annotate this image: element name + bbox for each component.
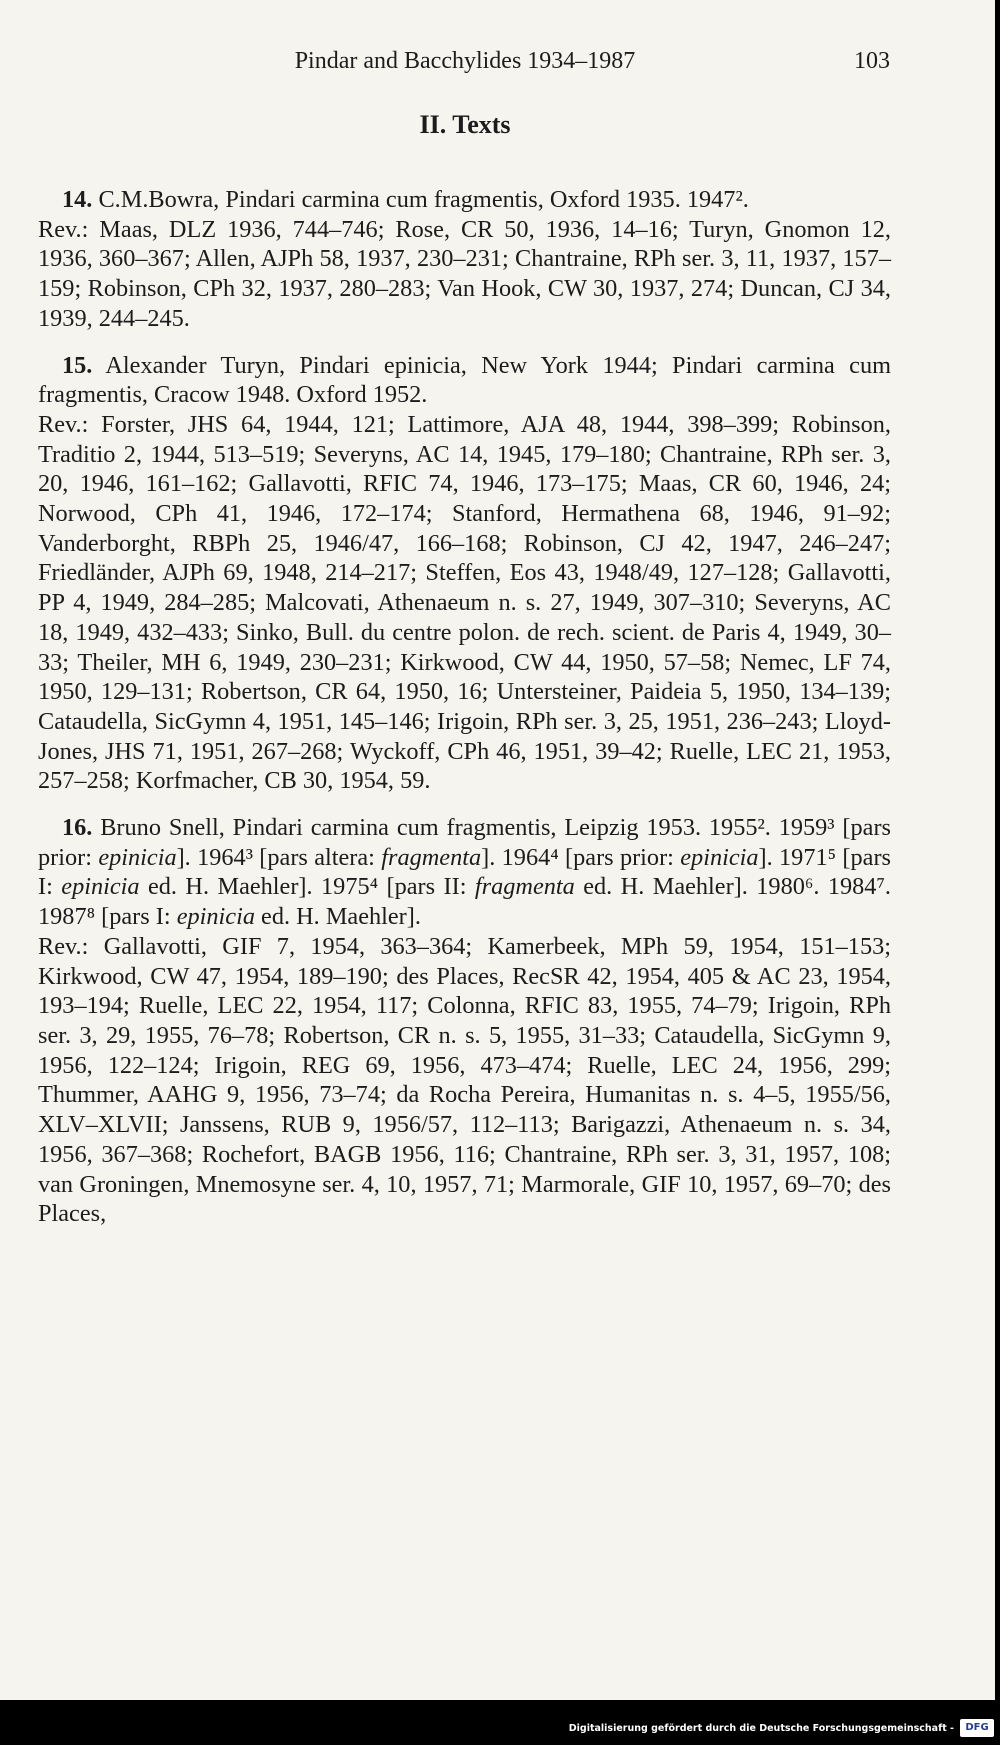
entry-number: 15.: [62, 351, 93, 379]
entry-number: 14.: [62, 186, 93, 213]
citation-part: ed. H. Maehler]. 1980⁶. 1984⁷. 1987⁸ [pars I:: [38, 873, 891, 931]
citation-text: Alexander Turyn, Pindari epinicia, New York 1944; Pindari carmina cum fragmentis, Cracow 1948. Oxford 1952.: [38, 351, 891, 409]
entry-number: 16.: [62, 814, 93, 842]
digitization-note: Digitalisierung gefördert durch die Deutsche Forschungsgemeinschaft -: [568, 1723, 954, 1734]
entry-citation: [38, 351, 891, 410]
entry-reviews: Rev.: Forster, JHS 64, 1944, 121; Lattimore, AJA 48, 1944, 398–399; Robinson, Traditio 2, 1944, 513–519; Severyns, AC 14, 1945, 179–180; Chantraine, RPh ser. 3, 20, 1946, 161–162; Gallavotti, RFIC 74, 1946, 173–175; Maas, CR 60, 1946, 24; Norwood, CPh 41, 1946, 172–174; Stanford, Hermathena 68, 1946, 91–92; Vanderborght, RBPh 25, 1946/47, 166–168; Robinson, CJ 42, 1947, 246–247; Friedländer, AJPh 69, 1948, 214–217; Steffen, Eos 43, 1948/49, 127–128; Gallavotti, PP 4, 1949, 284–285; Malcovati, Athenaeum n. s. 27, 1949, 307–310; Severyns, AC 18, 1949, 432–433; Sinko, Bull. du centre polon. de rech. scient. de Paris 4, 1949, 30–33; Theiler, MH 6, 1949, 230–231; Kirkwood, CW 44, 1950, 57–58; Nemec, LF 74, 1950, 129–131; Robertson, CR 64, 1950, 16; Untersteiner, Paideia 5, 1950, 134–139; Cataudella, SicGymn 4, 1951, 145–146; Irigoin, RPh ser. 3, 25, 1951, 236–243; Lloyd-Jones, JHS 71, 1951, 267–268; Wyckoff, CPh 46, 1951, 39–42; Ruelle, LEC 21, 1953, 257–258; Korfmacher, CB 30, 1954, 59.: [38, 410, 891, 795]
citation-part-italic: fragmenta: [474, 873, 575, 901]
entry-reviews: Rev.: Maas, DLZ 1936, 744–746; Rose, CR 50, 1936, 14–16; Turyn, Gnomon 12, 1936, 360–367; Allen, AJPh 58, 1937, 230–231; Chantraine, RPh ser. 3, 11, 1937, 157–159; Robinson, CPh 32, 1937, 280–283; Van Hook, CW 30, 1937, 274; Duncan, CJ 34, 1939, 244–245.: [38, 215, 891, 332]
running-head: [40, 48, 890, 88]
citation-part-italic: epinicia: [176, 903, 255, 931]
citation-part-italic: fragmenta: [381, 843, 482, 871]
entry-reviews: Rev.: Gallavotti, GIF 7, 1954, 363–364; Kamerbeek, MPh 59, 1954, 151–153; Kirkwood, CW 47, 1954, 189–190; des Places, RecSR 42, 1954, 405 & AC 23, 1954, 193–194; Ruelle, LEC 22, 1954, 117; Colonna, RFIC 83, 1955, 74–79; Irigoin, RPh ser. 3, 29, 1955, 76–78; Robertson, CR n. s. 5, 1955, 31–33; Cataudella, SicGymn 9, 1956, 122–124; Irigoin, REG 69, 1956, 473–474; Ruelle, LEC 24, 1956, 299; Thummer, AAHG 9, 1956, 73–74; da Rocha Pereira, Humanitas n. s. 4–5, 1955/56, XLV–XLVII; Janssens, RUB 9, 1956/57, 112–113; Barigazzi, Athenaeum n. s. 34, 1956, 367–368; Rochefort, BAGB 1956, 116; Chantraine, RPh ser. 3, 31, 1957, 108; van Groningen, Mnemosyne ser. 4, 10, 1957, 71; Marmorale, GIF 10, 1957, 69–70; des Places,: [38, 932, 891, 1228]
citation-part-italic: epinicia: [680, 843, 759, 871]
dfg-logo-text: DFG: [965, 1722, 989, 1733]
running-title: Pindar and Bacchylides 1934–1987: [294, 48, 636, 74]
citation-part: ]. 1971⁵ [pars I:: [38, 843, 892, 901]
citation-part: Bruno Snell, Pindari carmina cum fragmentis, Leipzig 1953. 1955². 1959³ [pars prior:: [38, 814, 891, 871]
page-number: 103: [854, 48, 890, 74]
citation-part-italic: epinicia: [61, 873, 140, 901]
entry-citation: [38, 185, 891, 215]
citation-part: ed. H. Maehler].: [254, 903, 421, 931]
citation-part-italic: epinicia: [98, 843, 177, 871]
section-title: II. Texts: [419, 110, 511, 139]
entry-citation: [38, 813, 891, 932]
citation-text: C.M.Bowra, Pindari carmina cum fragmentis, Oxford 1935. 1947².: [92, 186, 749, 213]
bibliography-entry-16: [38, 813, 891, 1229]
citation-part: ]. 1964⁴ [pars prior:: [481, 843, 681, 871]
bibliography-entry-14: [38, 185, 891, 334]
bibliography-entry-15: [38, 351, 891, 797]
bibliography-body: [38, 185, 891, 1246]
dfg-logo-icon: [960, 1719, 994, 1737]
citation-part: ed. H. Maehler]. 1975⁴ [pars II:: [139, 873, 475, 901]
digitization-footer: [0, 1705, 1000, 1745]
citation-part: ]. 1964³ [pars altera:: [176, 843, 382, 871]
